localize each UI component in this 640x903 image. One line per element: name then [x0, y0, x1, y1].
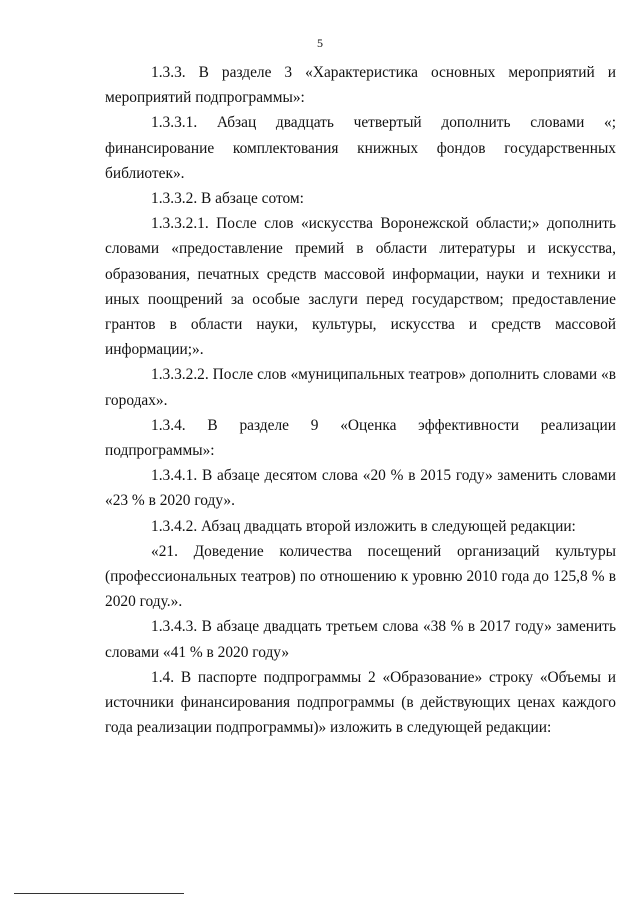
page-number: 5 — [317, 36, 323, 50]
paragraph-1-3-4: 1.3.4. В разделе 9 «Оценка эффективности реализации подпрограммы»: — [105, 416, 616, 460]
paragraph-1-3-4-2: 1.3.4.2. Абзац двадцать второй изложить в следующей редакции: — [151, 517, 576, 535]
paragraph-1-4: 1.4. В паспорте подпрограммы 2 «Образование» строку «Объемы и источники финансирования подпрограммы (в действующих ценах каждого года реализации подпрограммы)» изложить в следующей редакции: — [105, 668, 616, 737]
document-body — [105, 60, 616, 740]
paragraph-1-3-3-2-1: 1.3.3.2.1. После слов «искусства Воронежской области;» дополнить словами «предоставление премий в области литературы и искусства, образования, печатных средств массовой информации, науки и техники и иных поощрений за особые заслуги перед государством; предоставление грантов в области науки, культуры, искусства и средств массовой информации;». — [105, 215, 616, 359]
paragraph-1-3-3-1: 1.3.3.1. Абзац двадцать четвертый дополнить словами «; финансирование комплектования книжных фондов государственных библиотек». — [105, 114, 616, 182]
paragraph-1-3-3-2: 1.3.3.2. В абзаце сотом: — [151, 190, 304, 208]
paragraph-1-3-3: 1.3.3. В разделе 3 «Характеристика основных мероприятий и мероприятий подпрограммы»: — [105, 64, 616, 107]
paragraph-1-3-3-2-2: 1.3.3.2.2. После слов «муниципальных театров» дополнить словами «в городах». — [105, 366, 616, 409]
footer-rule — [14, 893, 184, 894]
paragraph-quote-21: «21. Доведение количества посещений организаций культуры (профессиональных театров) по отношению к уровню 2010 года до 125,8 % в 2020 году.». — [105, 542, 616, 611]
paragraph-1-3-4-1: 1.3.4.1. В абзаце десятом слова «20 % в 2015 году» заменить словами «23 % в 2020 году». — [105, 467, 616, 510]
paragraph-1-3-4-3: 1.3.4.3. В абзаце двадцать третьем слова «38 % в 2017 году» заменить словами «41 % в 2020 году» — [105, 618, 616, 661]
